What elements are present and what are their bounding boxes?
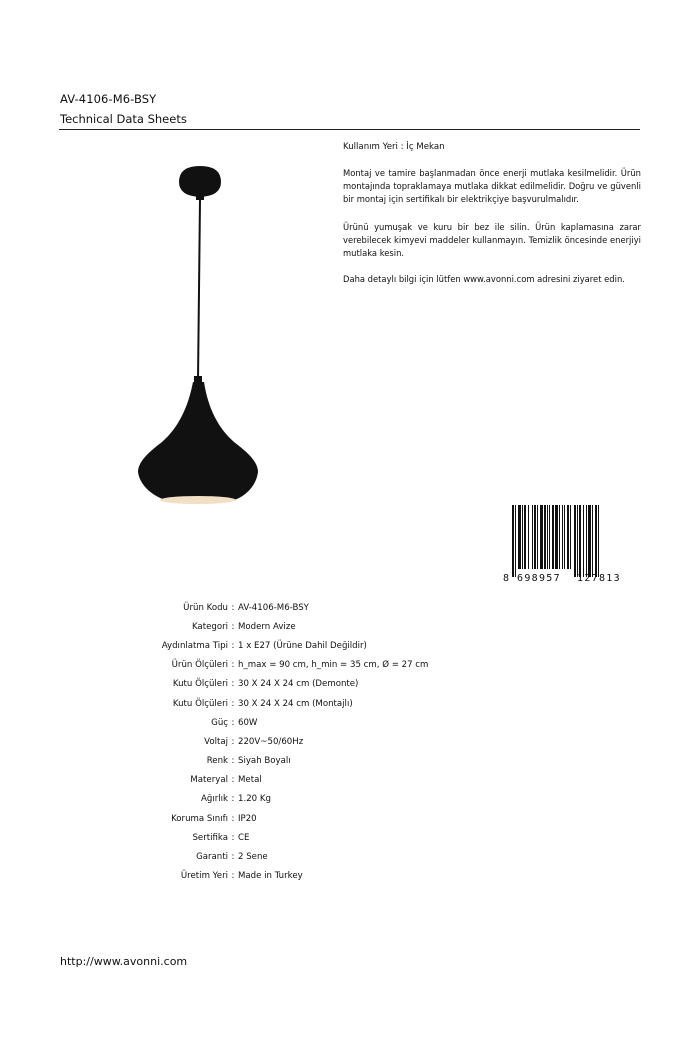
spec-label: Ağırlık: [200, 794, 228, 805]
spec-value: IP20: [238, 813, 257, 824]
spec-separator: :: [231, 794, 235, 805]
spec-label: Sertifika: [192, 832, 228, 843]
barcode-digits-right: 127813: [577, 573, 621, 584]
spec-value: 30 X 24 X 24 cm (Demonte): [238, 679, 359, 690]
spec-value: 220V~50/60Hz: [238, 736, 304, 747]
spec-label: Kutu Ölçüleri: [172, 698, 228, 709]
spec-label: Ürün Kodu: [183, 602, 228, 613]
barcode-bar: [564, 505, 565, 577]
lamp-canopy-stem: [196, 196, 204, 200]
barcode-bar: [547, 505, 548, 577]
spec-label: Materyal: [190, 775, 228, 786]
spec-separator: :: [231, 813, 235, 824]
barcode-bar: [586, 505, 587, 577]
spec-row: [100, 790, 520, 809]
barcode-bar: [540, 505, 543, 577]
spec-separator: :: [231, 775, 235, 786]
spec-row: [100, 675, 520, 694]
barcode-bar: [592, 505, 593, 577]
safety-paragraph: Montaj ve tamire başlanmadan önce enerji mutlaka kesilmelidir. Ürün montajında topraklamaya mutlaka dikkat edilmelidir. Doğru ve güvenli bir montaj için sertifikalı bir elektrikçiye başvurulmalıdır.: [343, 168, 641, 204]
spec-row: [100, 598, 520, 617]
barcode-bar: [577, 505, 578, 577]
spec-label: Kutu Ölçüleri: [172, 679, 228, 690]
spec-separator: :: [231, 640, 235, 651]
barcode-digits-left: 698957: [517, 573, 561, 584]
pendant-lamp-image: [130, 160, 270, 520]
barcode-bar: [588, 505, 591, 577]
spec-label: Garanti: [196, 852, 228, 863]
barcode-bar: [515, 505, 516, 577]
cleaning-paragraph: Ürünü yumuşak ve kuru bir bez ile silin. Ürün kaplamasına zarar verebilecek kimyevi maddeler kullanmayın. Temizlik öncesinde enerjiyi mutlaka kesin.: [343, 222, 641, 258]
spec-value: h_max = 90 cm, h_min = 35 cm, Ø = 27 cm: [238, 660, 429, 671]
spec-value: 60W: [238, 717, 258, 728]
spec-separator: :: [231, 679, 235, 690]
spec-separator: :: [231, 717, 235, 728]
barcode-bar: [534, 505, 536, 577]
spec-separator: :: [231, 832, 235, 843]
spec-separator: :: [231, 602, 235, 613]
spec-label: Aydınlatma Tipi: [161, 640, 228, 651]
spec-separator: :: [231, 852, 235, 863]
lamp-shade: [138, 382, 258, 502]
barcode-bar: [595, 505, 597, 577]
spec-value: Siyah Boyalı: [238, 756, 291, 767]
spec-separator: :: [231, 660, 235, 671]
spec-separator: :: [231, 698, 235, 709]
lamp-cord: [198, 200, 200, 380]
spec-value: Made in Turkey: [238, 871, 303, 882]
document-subtitle: Technical Data Sheets: [60, 112, 187, 126]
spec-value: 1 x E27 (Ürüne Dahil Değildir): [238, 640, 367, 651]
spec-label: Güç: [211, 717, 228, 728]
barcode-bar: [559, 505, 560, 577]
product-code-heading: AV-4106-M6-BSY: [60, 92, 157, 106]
spec-row: [100, 771, 520, 790]
footer-url[interactable]: http://www.avonni.com: [60, 955, 188, 968]
barcode-bar: [544, 505, 546, 577]
spec-row: [100, 732, 520, 751]
spec-label: Koruma Sınıfı: [171, 813, 228, 824]
barcode-bar: [549, 505, 550, 577]
spec-label: Renk: [206, 756, 228, 767]
spec-value: 1.20 Kg: [238, 794, 271, 805]
spec-value: Modern Avize: [238, 621, 296, 632]
spec-value: 30 X 24 X 24 cm (Montajlı): [238, 698, 353, 709]
barcode-bar: [524, 505, 526, 577]
spec-label: Üretim Yeri: [180, 871, 228, 882]
spec-row: [100, 828, 520, 847]
barcode-bar: [528, 505, 529, 577]
lamp-shade-inner: [160, 496, 236, 504]
barcode-bar: [574, 505, 576, 577]
spec-row: [100, 694, 520, 713]
usage-location: Kullanım Yeri : İç Mekan: [343, 142, 445, 152]
barcode-digit-first: 8: [503, 573, 510, 584]
barcode-bar: [579, 505, 581, 577]
spec-separator: :: [231, 871, 235, 882]
spec-value: Metal: [238, 775, 262, 786]
barcode: [502, 503, 640, 585]
spec-separator: :: [231, 736, 235, 747]
barcode-bar: [555, 505, 558, 577]
spec-row: [100, 847, 520, 866]
spec-row: [100, 636, 520, 655]
spec-label: Voltaj: [204, 736, 228, 747]
spec-row: [100, 809, 520, 828]
spec-row: [100, 617, 520, 636]
barcode-bar: [512, 505, 514, 577]
spec-row: [100, 713, 520, 732]
website-paragraph: Daha detaylı bilgi için lütfen www.avonni.com adresini ziyaret edin.: [343, 274, 625, 284]
spec-label: Kategori: [191, 621, 228, 632]
spec-value: 2 Sene: [238, 852, 268, 863]
spec-value: AV-4106-M6-BSY: [238, 602, 309, 613]
barcode-bar: [522, 505, 523, 577]
spec-row: [100, 656, 520, 675]
barcode-bar: [562, 505, 563, 577]
spec-row: [100, 867, 520, 886]
barcode-bar: [567, 505, 569, 577]
barcode-bar: [583, 505, 584, 577]
spec-value: CE: [238, 832, 250, 843]
specifications-table: [100, 598, 520, 886]
barcode-bar: [598, 505, 599, 577]
barcode-bar: [570, 505, 571, 577]
spec-separator: :: [231, 756, 235, 767]
spec-label: Ürün Ölçüleri: [171, 660, 228, 671]
lamp-canopy: [179, 166, 221, 197]
spec-separator: :: [231, 621, 235, 632]
barcode-bar: [552, 505, 554, 577]
header-divider: [59, 129, 640, 130]
barcode-bar: [537, 505, 538, 577]
barcode-bar: [518, 505, 521, 577]
barcode-bar: [532, 505, 533, 577]
spec-row: [100, 752, 520, 771]
